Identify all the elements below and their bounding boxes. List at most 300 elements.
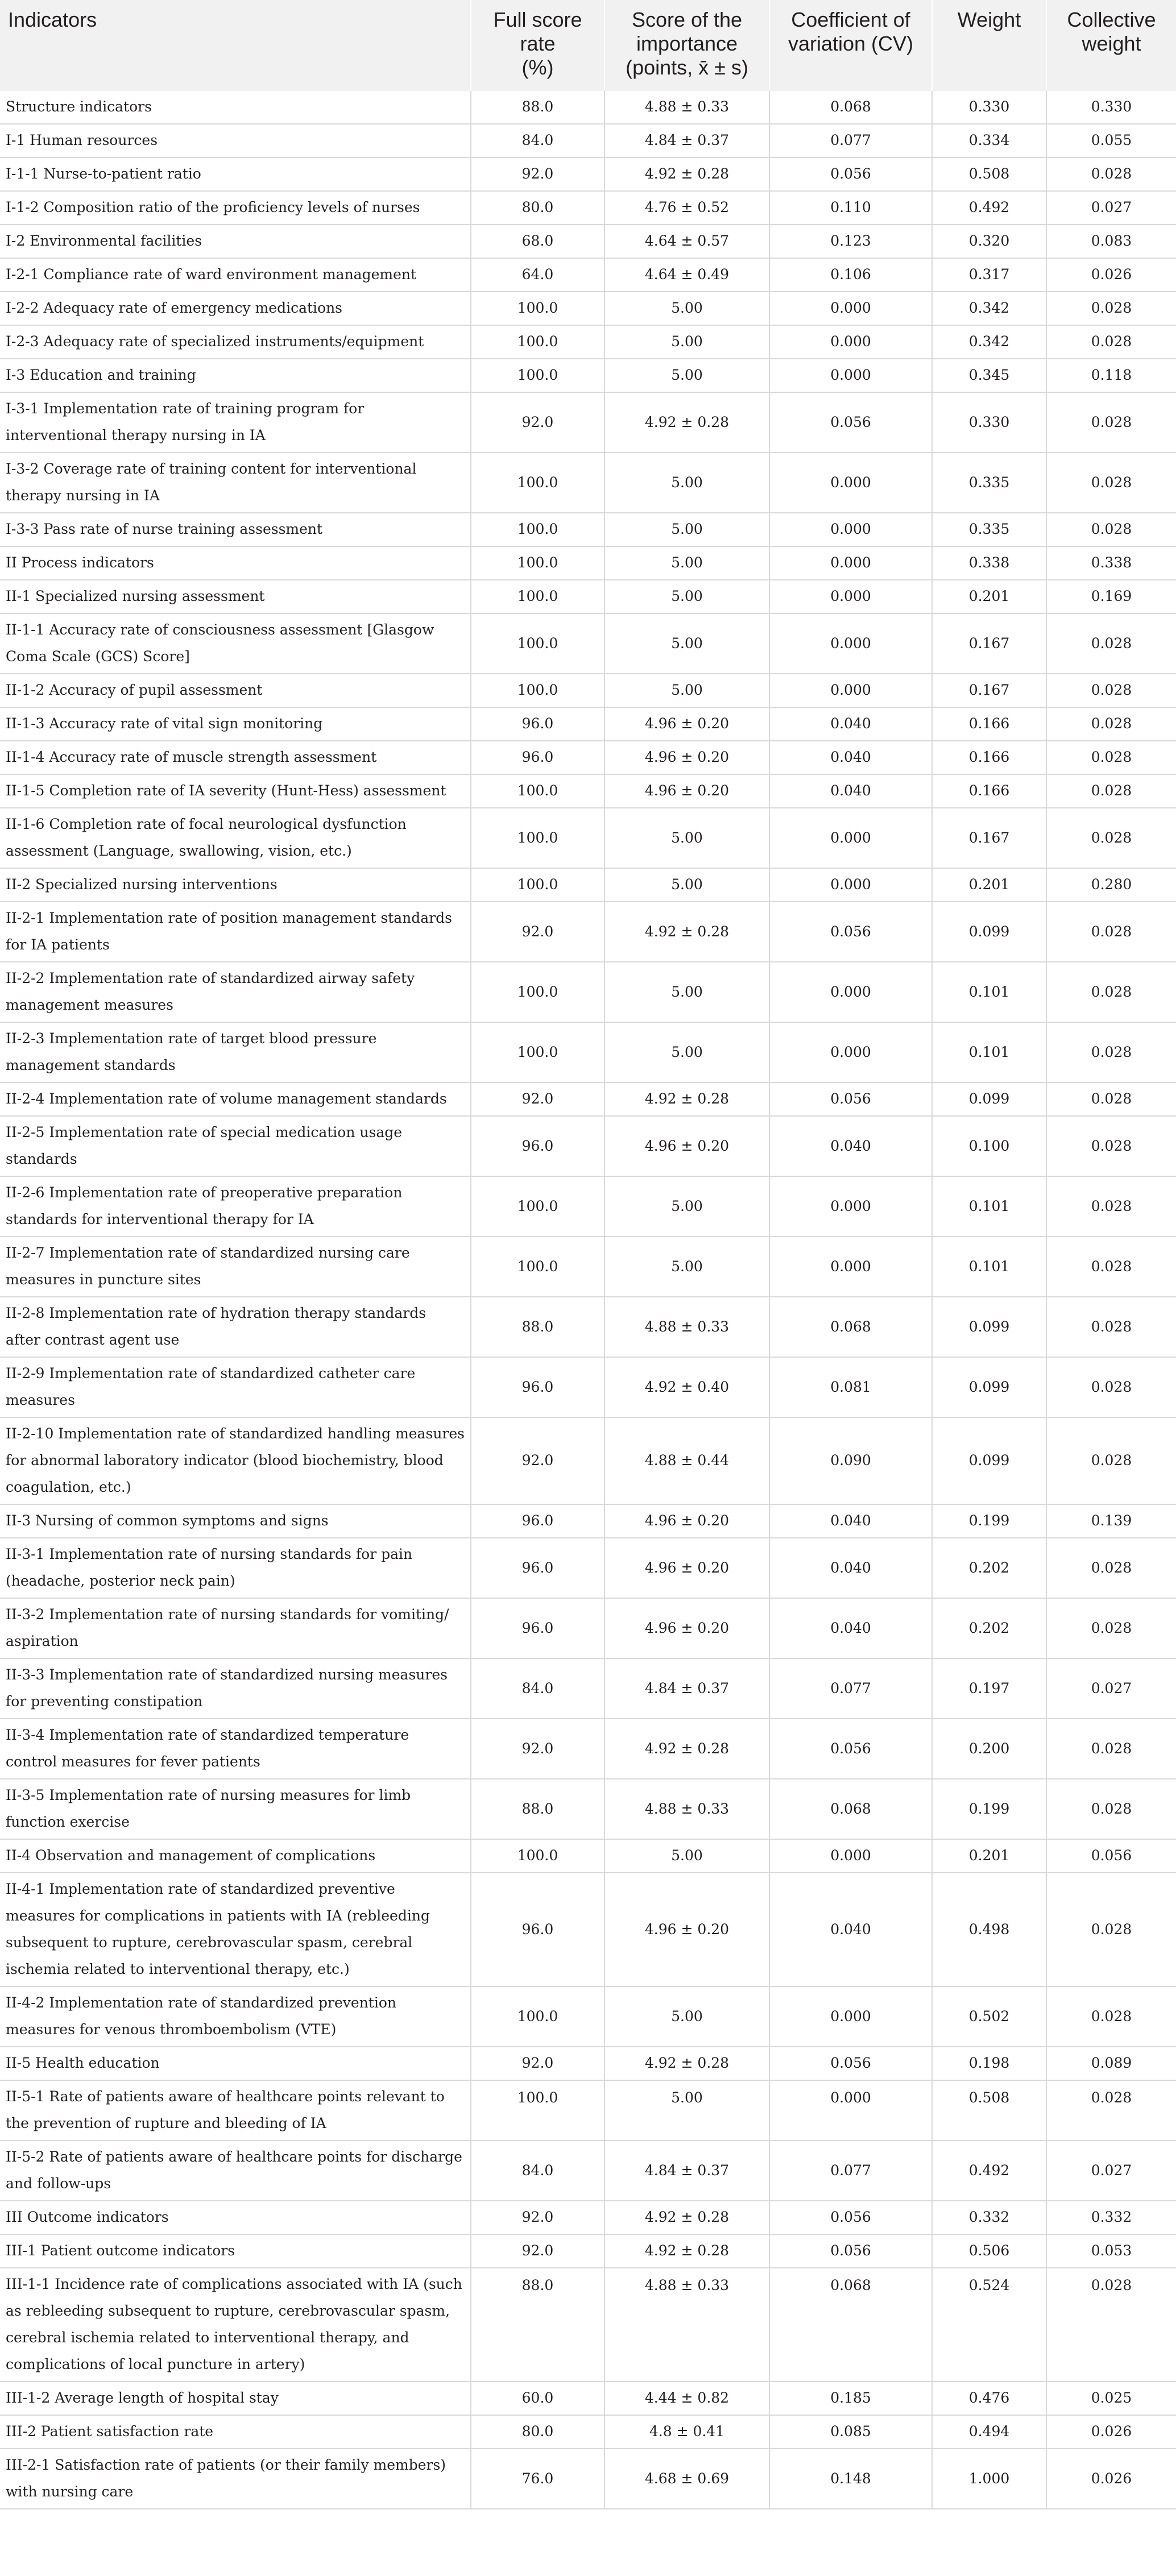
weight-cell: 0.166 bbox=[932, 741, 1046, 774]
indicator-name-cell: II-2-4 Implementation rate of volume management standards bbox=[0, 1082, 471, 1116]
collective-weight-cell: 0.056 bbox=[1091, 1847, 1132, 1864]
indicator-name-cell: II-5-1 Rate of patients aware of healthcare points relevant to the prevention of rupture and bleeding of IA bbox=[0, 2080, 471, 2141]
collective-weight-cell: 0.028 bbox=[1091, 634, 1132, 652]
table-row bbox=[0, 2382, 1176, 2415]
weight-cell: 0.199 bbox=[932, 1504, 1046, 1538]
cv-cell: 0.000 bbox=[769, 2080, 932, 2141]
collective-weight-cell: 0.330 bbox=[1091, 98, 1132, 115]
weight-cell: 0.202 bbox=[932, 1598, 1046, 1658]
collective-weight-cell: 0.028 bbox=[1091, 1452, 1132, 1469]
full-score-rate-cell: 100.0 bbox=[471, 808, 604, 868]
importance-score-cell: 5.00 bbox=[604, 325, 769, 359]
weight-cell: 0.335 bbox=[932, 513, 1046, 546]
cv-cell: 0.000 bbox=[769, 962, 932, 1022]
table-row bbox=[0, 2201, 1176, 2234]
importance-score-cell: 4.88 ± 0.33 bbox=[604, 2268, 769, 2382]
weight-cell: 0.099 bbox=[932, 902, 1046, 962]
header-line: Coefficient of bbox=[791, 8, 910, 31]
importance-score-cell: 4.96 ± 0.20 bbox=[604, 741, 769, 774]
full-score-rate-cell: 76.0 bbox=[471, 2449, 604, 2509]
importance-score-cell: 4.44 ± 0.82 bbox=[604, 2382, 769, 2415]
indicator-name-cell: II-2 Specialized nursing interventions bbox=[0, 868, 471, 902]
table-row bbox=[0, 580, 1176, 613]
full-score-rate-cell: 96.0 bbox=[471, 1504, 604, 1538]
collective-weight-cell: 0.025 bbox=[1091, 2390, 1132, 2406]
table-row bbox=[0, 513, 1176, 546]
weight-cell: 0.320 bbox=[932, 225, 1046, 258]
collective-weight-cell: 0.026 bbox=[1091, 2423, 1132, 2440]
importance-score-cell: 5.00 bbox=[604, 513, 769, 546]
table-row bbox=[0, 325, 1176, 359]
collective-weight-cell: 0.338 bbox=[1091, 554, 1132, 571]
indicator-name-cell: I-1-1 Nurse-to-patient ratio bbox=[0, 157, 471, 191]
importance-score-cell: 4.96 ± 0.20 bbox=[604, 1598, 769, 1658]
cv-cell: 0.056 bbox=[769, 392, 932, 453]
full-score-rate-cell: 100.0 bbox=[471, 1022, 604, 1082]
table-row bbox=[0, 1022, 1176, 1082]
cv-cell: 0.000 bbox=[769, 580, 932, 613]
importance-score-cell: 5.00 bbox=[604, 674, 769, 707]
full-score-rate-cell: 100.0 bbox=[471, 962, 604, 1022]
table-row bbox=[0, 2449, 1176, 2509]
cv-cell: 0.185 bbox=[769, 2382, 932, 2415]
importance-score-cell: 4.92 ± 0.40 bbox=[604, 1357, 769, 1417]
table-row bbox=[0, 1357, 1176, 1417]
collective-weight-cell: 0.028 bbox=[1091, 521, 1132, 537]
indicator-name-cell: I-3 Education and training bbox=[0, 359, 471, 392]
table-row bbox=[0, 1082, 1176, 1116]
weight-cell: 0.330 bbox=[932, 392, 1046, 453]
cv-cell: 0.000 bbox=[769, 513, 932, 546]
weight-cell: 0.101 bbox=[932, 1176, 1046, 1237]
full-score-rate-cell: 92.0 bbox=[471, 2047, 604, 2080]
table-body bbox=[0, 91, 1176, 2509]
importance-score-cell: 4.96 ± 0.20 bbox=[604, 1873, 769, 1986]
importance-score-cell: 5.00 bbox=[604, 580, 769, 613]
cv-cell: 0.077 bbox=[769, 2141, 932, 2201]
importance-score-cell: 5.00 bbox=[604, 808, 769, 868]
full-score-rate-cell: 100.0 bbox=[471, 1839, 604, 1873]
importance-score-cell: 4.96 ± 0.20 bbox=[604, 774, 769, 808]
importance-score-cell: 5.00 bbox=[604, 1176, 769, 1237]
cv-cell: 0.056 bbox=[769, 1719, 932, 1779]
table-row bbox=[0, 1116, 1176, 1176]
indicator-name-cell: III-1 Patient outcome indicators bbox=[0, 2234, 471, 2268]
weight-cell: 0.101 bbox=[932, 962, 1046, 1022]
weight-cell: 0.099 bbox=[932, 1297, 1046, 1357]
importance-score-cell: 4.96 ± 0.20 bbox=[604, 1504, 769, 1538]
importance-score-cell: 4.88 ± 0.33 bbox=[604, 91, 769, 124]
importance-score-cell: 5.00 bbox=[604, 613, 769, 674]
indicator-name-cell: II-1-6 Completion rate of focal neurological dysfunction assessment (Language, swallowing, vision, etc.) bbox=[0, 808, 471, 868]
collective-weight-cell: 0.028 bbox=[1091, 1137, 1132, 1154]
indicator-name-cell: II-2-9 Implementation rate of standardized catheter care measures bbox=[0, 1357, 471, 1417]
cv-cell: 0.040 bbox=[769, 1598, 932, 1658]
indicator-name-cell: II-3-5 Implementation rate of nursing measures for limb function exercise bbox=[0, 1779, 471, 1839]
cv-cell: 0.040 bbox=[769, 1116, 932, 1176]
table-row bbox=[0, 1598, 1176, 1658]
table-row bbox=[0, 1297, 1176, 1357]
header-line: Indicators bbox=[8, 8, 97, 31]
importance-score-cell: 5.00 bbox=[604, 453, 769, 513]
full-score-rate-cell: 64.0 bbox=[471, 258, 604, 292]
collective-weight-cell: 0.028 bbox=[1091, 1920, 1132, 1938]
weight-cell: 0.101 bbox=[932, 1237, 1046, 1297]
table-row bbox=[0, 2141, 1176, 2201]
collective-weight-cell: 0.089 bbox=[1091, 2055, 1132, 2071]
indicator-name-cell: III-1-2 Average length of hospital stay bbox=[0, 2382, 471, 2415]
weight-cell: 0.197 bbox=[932, 1658, 1046, 1719]
cv-cell: 0.077 bbox=[769, 1658, 932, 1719]
table-row bbox=[0, 225, 1176, 258]
collective-weight-cell: 0.028 bbox=[1091, 782, 1132, 799]
weight-cell: 0.492 bbox=[932, 191, 1046, 225]
indicator-name-cell: III-1-1 Incidence rate of complications associated with IA (such as rebleeding subsequent to rupture, cerebrovascular spasm, cerebral ischemia related to interventional therapy, and complications of local puncture in artery) bbox=[0, 2268, 471, 2382]
header-line: (%) bbox=[521, 56, 554, 79]
full-score-rate-cell: 96.0 bbox=[471, 741, 604, 774]
full-score-rate-cell: 100.0 bbox=[471, 580, 604, 613]
indicator-name-cell: I-2 Environmental facilities bbox=[0, 225, 471, 258]
importance-score-cell: 4.64 ± 0.49 bbox=[604, 258, 769, 292]
cv-cell: 0.000 bbox=[769, 453, 932, 513]
collective-weight-cell: 0.083 bbox=[1091, 233, 1132, 249]
table-row bbox=[0, 359, 1176, 392]
importance-score-cell: 5.00 bbox=[604, 359, 769, 392]
collective-weight-cell: 0.028 bbox=[1091, 1800, 1132, 1817]
indicator-name-cell: II-4-2 Implementation rate of standardized prevention measures for venous thromboembolism (VTE) bbox=[0, 1986, 471, 2047]
cv-cell: 0.000 bbox=[769, 1986, 932, 2047]
importance-score-cell: 4.92 ± 0.28 bbox=[604, 2047, 769, 2080]
collective-weight-cell: 0.055 bbox=[1091, 132, 1132, 148]
importance-score-cell: 4.84 ± 0.37 bbox=[604, 1658, 769, 1719]
weight-cell: 0.332 bbox=[932, 2201, 1046, 2234]
importance-score-cell: 4.92 ± 0.28 bbox=[604, 1082, 769, 1116]
cv-cell: 0.000 bbox=[769, 292, 932, 325]
full-score-rate-cell: 88.0 bbox=[471, 2268, 604, 2382]
full-score-rate-cell: 84.0 bbox=[471, 124, 604, 157]
indicator-name-cell: II-1-1 Accuracy rate of consciousness assessment [Glasgow Coma Scale (GCS) Score] bbox=[0, 613, 471, 674]
header-line: Weight bbox=[957, 8, 1021, 31]
header-row bbox=[0, 0, 1176, 91]
importance-score-cell: 5.00 bbox=[604, 292, 769, 325]
full-score-rate-cell: 96.0 bbox=[471, 1873, 604, 1986]
importance-score-cell: 4.92 ± 0.28 bbox=[604, 902, 769, 962]
table-row bbox=[0, 157, 1176, 191]
weight-cell: 0.502 bbox=[932, 1986, 1046, 2047]
importance-score-cell: 5.00 bbox=[604, 1237, 769, 1297]
weight-cell: 0.317 bbox=[932, 258, 1046, 292]
table-row bbox=[0, 2080, 1176, 2141]
collective-weight-cell: 0.028 bbox=[1091, 749, 1132, 765]
collective-weight-cell: 0.280 bbox=[1091, 876, 1132, 893]
collective-weight-cell: 0.332 bbox=[1091, 2209, 1132, 2225]
collective-weight-cell: 0.053 bbox=[1091, 2242, 1132, 2259]
indicator-name-cell: III-2 Patient satisfaction rate bbox=[0, 2415, 471, 2449]
full-score-rate-cell: 92.0 bbox=[471, 2234, 604, 2268]
header-line: variation (CV) bbox=[788, 32, 914, 55]
table-row bbox=[0, 1839, 1176, 1873]
cv-cell: 0.068 bbox=[769, 1779, 932, 1839]
weight-cell: 0.335 bbox=[932, 453, 1046, 513]
weight-cell: 0.199 bbox=[932, 1779, 1046, 1839]
full-score-rate-cell: 80.0 bbox=[471, 2415, 604, 2449]
full-score-rate-cell: 100.0 bbox=[471, 359, 604, 392]
table-row bbox=[0, 91, 1176, 124]
full-score-rate-cell: 100.0 bbox=[471, 2080, 604, 2141]
cv-cell: 0.056 bbox=[769, 1082, 932, 1116]
indicator-name-cell: I-1 Human resources bbox=[0, 124, 471, 157]
collective-weight-cell: 0.028 bbox=[1091, 333, 1132, 350]
full-score-rate-cell: 100.0 bbox=[471, 1237, 604, 1297]
cv-cell: 0.085 bbox=[769, 2415, 932, 2449]
collective-weight-cell: 0.028 bbox=[1091, 715, 1132, 732]
importance-score-cell: 4.92 ± 0.28 bbox=[604, 2234, 769, 2268]
table-row bbox=[0, 1176, 1176, 1237]
weight-cell: 0.338 bbox=[932, 546, 1046, 580]
full-score-rate-cell: 60.0 bbox=[471, 2382, 604, 2415]
full-score-rate-cell: 100.0 bbox=[471, 453, 604, 513]
cv-cell: 0.110 bbox=[769, 191, 932, 225]
collective-weight-cell: 0.026 bbox=[1091, 266, 1132, 283]
indicator-name-cell: II-2-3 Implementation rate of target blood pressure management standards bbox=[0, 1022, 471, 1082]
weight-cell: 0.201 bbox=[932, 580, 1046, 613]
header-line: weight bbox=[1082, 32, 1141, 55]
cv-cell: 0.040 bbox=[769, 1538, 932, 1598]
full-score-rate-cell: 100.0 bbox=[471, 613, 604, 674]
full-score-rate-cell: 92.0 bbox=[471, 1082, 604, 1116]
table-row bbox=[0, 613, 1176, 674]
weight-cell: 0.167 bbox=[932, 808, 1046, 868]
cv-cell: 0.000 bbox=[769, 808, 932, 868]
table-row bbox=[0, 707, 1176, 741]
table-row bbox=[0, 2268, 1176, 2382]
cv-cell: 0.106 bbox=[769, 258, 932, 292]
header-collective-weight bbox=[1046, 0, 1176, 91]
collective-weight-cell: 0.028 bbox=[1091, 1740, 1132, 1757]
table-row bbox=[0, 292, 1176, 325]
cv-cell: 0.040 bbox=[769, 1873, 932, 1986]
weight-cell: 0.494 bbox=[932, 2415, 1046, 2449]
indicator-name-cell: II-1-2 Accuracy of pupil assessment bbox=[0, 674, 471, 707]
cv-cell: 0.068 bbox=[769, 91, 932, 124]
full-score-rate-cell: 92.0 bbox=[471, 1719, 604, 1779]
indicator-name-cell: II-2-10 Implementation rate of standardized handling measures for abnormal laboratory indicator (blood biochemistry, blood coagulation, etc.) bbox=[0, 1417, 471, 1504]
weight-cell: 0.198 bbox=[932, 2047, 1046, 2080]
full-score-rate-cell: 100.0 bbox=[471, 513, 604, 546]
table-row bbox=[0, 124, 1176, 157]
indicator-name-cell: I-3-3 Pass rate of nurse training assessment bbox=[0, 513, 471, 546]
indicator-name-cell: II-1-4 Accuracy rate of muscle strength assessment bbox=[0, 741, 471, 774]
importance-score-cell: 4.92 ± 0.28 bbox=[604, 157, 769, 191]
indicator-name-cell: II-2-7 Implementation rate of standardized nursing care measures in puncture sites bbox=[0, 1237, 471, 1297]
cv-cell: 0.040 bbox=[769, 741, 932, 774]
cv-cell: 0.000 bbox=[769, 546, 932, 580]
collective-weight-cell: 0.027 bbox=[1091, 2162, 1132, 2179]
weight-cell: 0.508 bbox=[932, 157, 1046, 191]
table-row bbox=[0, 392, 1176, 453]
indicator-name-cell: I-1-2 Composition ratio of the proficiency levels of nurses bbox=[0, 191, 471, 225]
indicator-name-cell: II-1-3 Accuracy rate of vital sign monitoring bbox=[0, 707, 471, 741]
cv-cell: 0.056 bbox=[769, 2234, 932, 2268]
cv-cell: 0.000 bbox=[769, 325, 932, 359]
weight-cell: 0.167 bbox=[932, 613, 1046, 674]
full-score-rate-cell: 96.0 bbox=[471, 1598, 604, 1658]
importance-score-cell: 5.00 bbox=[604, 868, 769, 902]
collective-weight-cell: 0.028 bbox=[1091, 923, 1132, 940]
indicator-name-cell: II Process indicators bbox=[0, 546, 471, 580]
importance-score-cell: 5.00 bbox=[604, 1986, 769, 2047]
table-row bbox=[0, 962, 1176, 1022]
collective-weight-cell: 0.028 bbox=[1091, 300, 1132, 316]
indicator-name-cell: II-2-5 Implementation rate of special medication usage standards bbox=[0, 1116, 471, 1176]
header-line: Collective bbox=[1067, 8, 1156, 31]
importance-score-cell: 5.00 bbox=[604, 2080, 769, 2141]
indicator-name-cell: II-3-2 Implementation rate of nursing standards for vomiting/ aspiration bbox=[0, 1598, 471, 1658]
header-coefficient-of-variation bbox=[769, 0, 932, 91]
weight-cell: 0.508 bbox=[932, 2080, 1046, 2141]
importance-score-cell: 4.84 ± 0.37 bbox=[604, 124, 769, 157]
table-row bbox=[0, 546, 1176, 580]
table-row bbox=[0, 1719, 1176, 1779]
collective-weight-cell: 0.028 bbox=[1091, 413, 1132, 430]
collective-weight-cell: 0.028 bbox=[1091, 829, 1132, 846]
cv-cell: 0.056 bbox=[769, 2047, 932, 2080]
indicator-name-cell: I-2-2 Adequacy rate of emergency medications bbox=[0, 292, 471, 325]
importance-score-cell: 4.92 ± 0.28 bbox=[604, 1719, 769, 1779]
cv-cell: 0.056 bbox=[769, 902, 932, 962]
cv-cell: 0.000 bbox=[769, 359, 932, 392]
table-row bbox=[0, 2047, 1176, 2080]
header-full-score-rate bbox=[471, 0, 604, 91]
full-score-rate-cell: 100.0 bbox=[471, 674, 604, 707]
collective-weight-cell: 0.028 bbox=[1091, 983, 1132, 1000]
table-row bbox=[0, 2415, 1176, 2449]
header-line: Full score bbox=[493, 8, 582, 31]
cv-cell: 0.081 bbox=[769, 1357, 932, 1417]
full-score-rate-cell: 100.0 bbox=[471, 1176, 604, 1237]
full-score-rate-cell: 88.0 bbox=[471, 1297, 604, 1357]
full-score-rate-cell: 96.0 bbox=[471, 1116, 604, 1176]
indicator-name-cell: II-2-2 Implementation rate of standardized airway safety management measures bbox=[0, 962, 471, 1022]
indicator-name-cell: II-1-5 Completion rate of IA severity (Hunt-Hess) assessment bbox=[0, 774, 471, 808]
weight-cell: 0.166 bbox=[932, 774, 1046, 808]
indicator-name-cell: II-3 Nursing of common symptoms and signs bbox=[0, 1504, 471, 1538]
cv-cell: 0.068 bbox=[769, 1297, 932, 1357]
collective-weight-cell: 0.139 bbox=[1091, 1512, 1132, 1529]
table-row bbox=[0, 741, 1176, 774]
header-weight bbox=[932, 0, 1046, 91]
importance-score-cell: 4.8 ± 0.41 bbox=[604, 2415, 769, 2449]
weight-cell: 0.099 bbox=[932, 1417, 1046, 1504]
importance-score-cell: 4.96 ± 0.20 bbox=[604, 1116, 769, 1176]
collective-weight-cell: 0.028 bbox=[1091, 1378, 1132, 1395]
table-row bbox=[0, 1417, 1176, 1504]
full-score-rate-cell: 100.0 bbox=[471, 292, 604, 325]
weight-cell: 0.498 bbox=[932, 1873, 1046, 1986]
collective-weight-cell: 0.028 bbox=[1091, 1619, 1132, 1636]
table-row bbox=[0, 1873, 1176, 1986]
collective-weight-cell: 0.028 bbox=[1091, 165, 1132, 182]
table-row bbox=[0, 674, 1176, 707]
table-row bbox=[0, 1237, 1176, 1297]
collective-weight-cell: 0.028 bbox=[1091, 682, 1132, 698]
indicator-name-cell: I-3-2 Coverage rate of training content for interventional therapy nursing in IA bbox=[0, 453, 471, 513]
weight-cell: 0.201 bbox=[932, 868, 1046, 902]
full-score-rate-cell: 92.0 bbox=[471, 392, 604, 453]
header-indicators bbox=[0, 0, 471, 91]
collective-weight-cell: 0.028 bbox=[1091, 2007, 1132, 2025]
importance-score-cell: 4.92 ± 0.28 bbox=[604, 2201, 769, 2234]
collective-weight-cell: 0.028 bbox=[1091, 1043, 1132, 1060]
indicator-name-cell: II-5 Health education bbox=[0, 2047, 471, 2080]
full-score-rate-cell: 92.0 bbox=[471, 2201, 604, 2234]
full-score-rate-cell: 96.0 bbox=[471, 1357, 604, 1417]
full-score-rate-cell: 80.0 bbox=[471, 191, 604, 225]
indicator-name-cell: I-2-1 Compliance rate of ward environment management bbox=[0, 258, 471, 292]
header-line: importance bbox=[636, 32, 738, 55]
table-row bbox=[0, 808, 1176, 868]
importance-score-cell: 4.68 ± 0.69 bbox=[604, 2449, 769, 2509]
collective-weight-cell: 0.118 bbox=[1091, 367, 1132, 383]
importance-score-cell: 5.00 bbox=[604, 962, 769, 1022]
weight-cell: 0.476 bbox=[932, 2382, 1046, 2415]
indicator-name-cell: III-2-1 Satisfaction rate of patients (or their family members) with nursing care bbox=[0, 2449, 471, 2509]
table-row bbox=[0, 774, 1176, 808]
importance-score-cell: 4.96 ± 0.20 bbox=[604, 1538, 769, 1598]
cv-cell: 0.040 bbox=[769, 1504, 932, 1538]
weight-cell: 0.099 bbox=[932, 1357, 1046, 1417]
collective-weight-cell: 0.028 bbox=[1091, 1197, 1132, 1214]
importance-score-cell: 4.88 ± 0.33 bbox=[604, 1779, 769, 1839]
collective-weight-cell: 0.028 bbox=[1091, 2089, 1132, 2106]
weight-cell: 0.200 bbox=[932, 1719, 1046, 1779]
weight-cell: 0.492 bbox=[932, 2141, 1046, 2201]
cv-cell: 0.000 bbox=[769, 674, 932, 707]
cv-cell: 0.123 bbox=[769, 225, 932, 258]
collective-weight-cell: 0.028 bbox=[1091, 474, 1132, 491]
cv-cell: 0.000 bbox=[769, 1839, 932, 1873]
collective-weight-cell: 0.028 bbox=[1091, 2277, 1132, 2293]
collective-weight-cell: 0.028 bbox=[1091, 1090, 1132, 1107]
weight-cell: 0.345 bbox=[932, 359, 1046, 392]
table-row bbox=[0, 191, 1176, 225]
cv-cell: 0.000 bbox=[769, 1022, 932, 1082]
weight-cell: 0.334 bbox=[932, 124, 1046, 157]
table-row bbox=[0, 258, 1176, 292]
indicator-name-cell: II-2-8 Implementation rate of hydration therapy standards after contrast agent use bbox=[0, 1297, 471, 1357]
indicator-name-cell: II-5-2 Rate of patients aware of healthcare points for discharge and follow-ups bbox=[0, 2141, 471, 2201]
indicator-name-cell: III Outcome indicators bbox=[0, 2201, 471, 2234]
weight-cell: 0.330 bbox=[932, 91, 1046, 124]
table-row bbox=[0, 1779, 1176, 1839]
cv-cell: 0.077 bbox=[769, 124, 932, 157]
cv-cell: 0.000 bbox=[769, 1176, 932, 1237]
indicator-name-cell: Structure indicators bbox=[0, 91, 471, 124]
full-score-rate-cell: 100.0 bbox=[471, 546, 604, 580]
indicator-name-cell: II-4 Observation and management of complications bbox=[0, 1839, 471, 1873]
table-row bbox=[0, 1504, 1176, 1538]
weight-cell: 0.202 bbox=[932, 1538, 1046, 1598]
indicator-name-cell: I-2-3 Adequacy rate of specialized instruments/equipment bbox=[0, 325, 471, 359]
collective-weight-cell: 0.028 bbox=[1091, 1559, 1132, 1576]
weight-cell: 1.000 bbox=[932, 2449, 1046, 2509]
indicator-name-cell: II-4-1 Implementation rate of standardized preventive measures for complications in patients with IA (rebleeding subsequent to rupture, cerebrovascular spasm, cerebral ischemia related to interventional therapy, etc.) bbox=[0, 1873, 471, 1986]
weight-cell: 0.342 bbox=[932, 292, 1046, 325]
cv-cell: 0.040 bbox=[769, 707, 932, 741]
indicator-name-cell: I-3-1 Implementation rate of training program for interventional therapy nursing in IA bbox=[0, 392, 471, 453]
collective-weight-cell: 0.028 bbox=[1091, 1318, 1132, 1335]
cv-cell: 0.056 bbox=[769, 157, 932, 191]
